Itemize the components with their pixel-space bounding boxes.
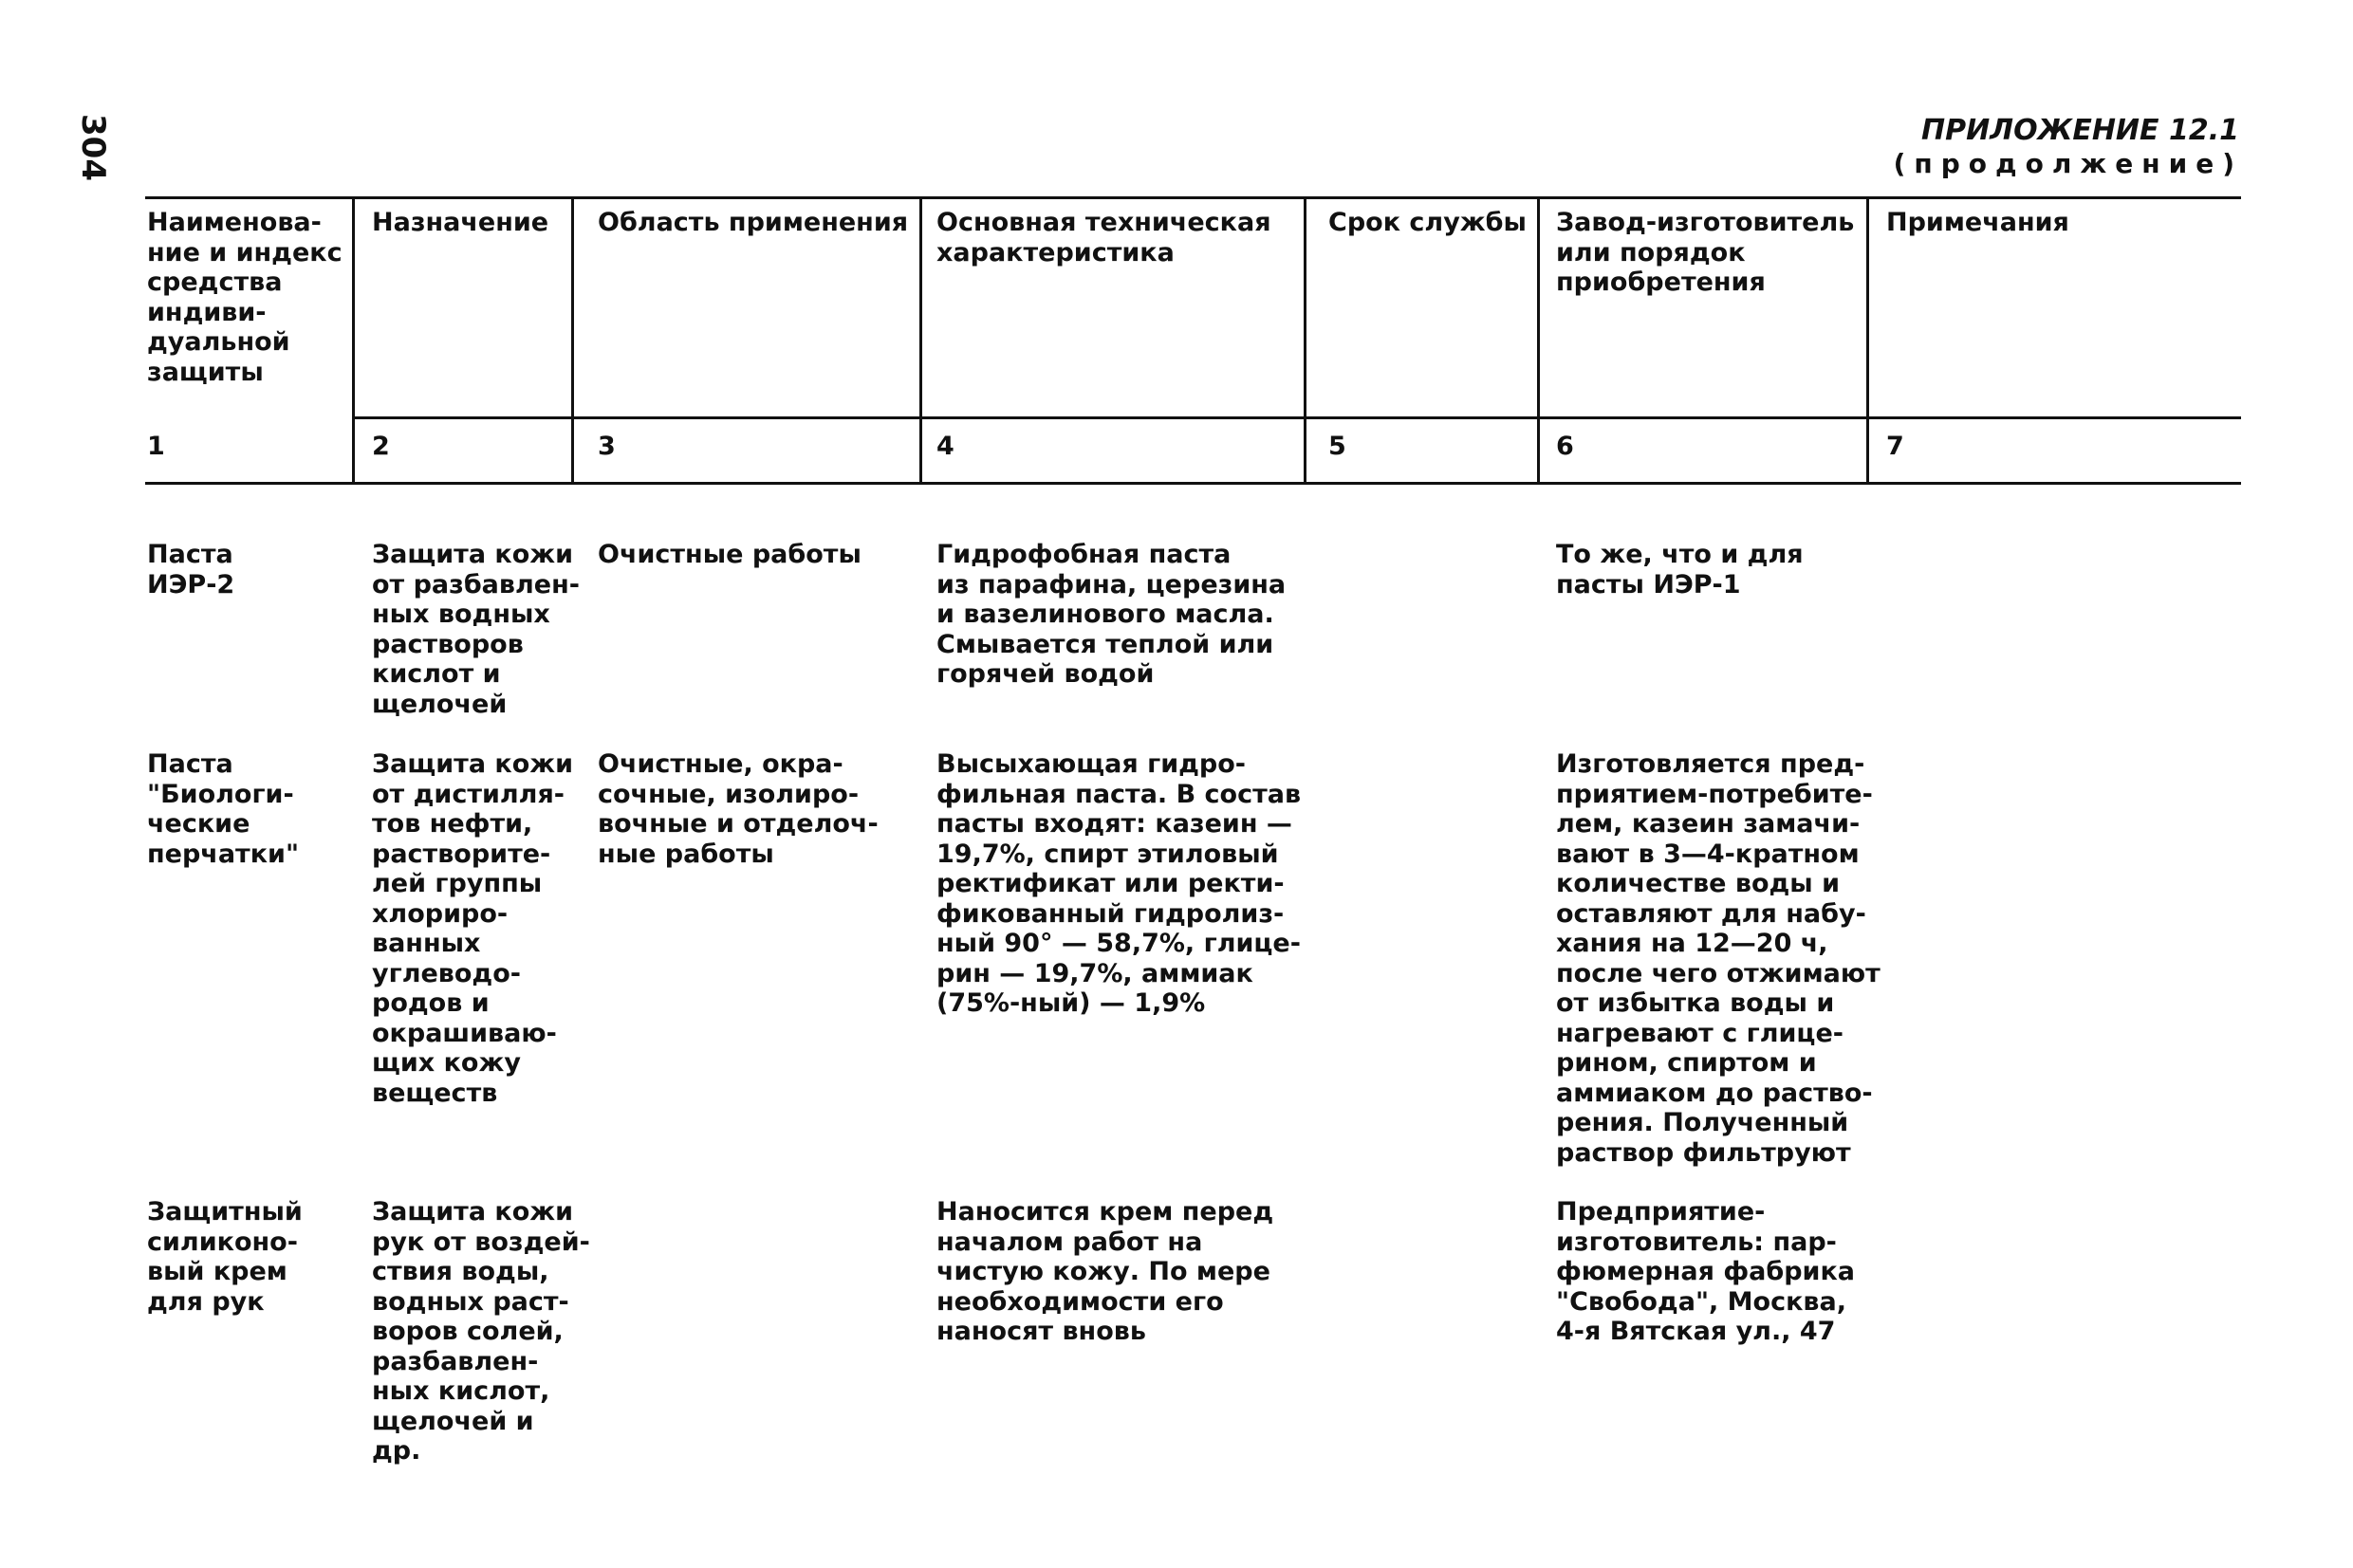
column-number: 6 xyxy=(1556,432,1574,461)
table-cell-name: Паста "Биологи- ческие перчатки" xyxy=(147,749,300,869)
header-bottom-rule xyxy=(353,416,2241,419)
table-cell-name: Защитный силиконо- вый крем для рук xyxy=(147,1197,303,1317)
appendix-title: ПРИЛОЖЕНИЕ 12.1 xyxy=(1920,114,2239,147)
table-cell-name: Паста ИЭР-2 xyxy=(147,540,235,600)
column-divider xyxy=(1866,196,1869,483)
column-number: 1 xyxy=(147,432,165,461)
column-divider xyxy=(919,196,922,483)
page-number: 304 xyxy=(74,114,112,181)
column-divider xyxy=(352,196,355,483)
column-divider xyxy=(1537,196,1540,483)
table-header-cell: Назначение xyxy=(372,208,549,237)
column-number: 2 xyxy=(372,432,390,461)
table-cell-application: Очистные, окра- сочные, изолиро- вочные и отделоч- ные работы xyxy=(598,749,879,869)
table-header-cell: Наименова- ние и индекс средства индиви- дуальной защиты xyxy=(147,208,343,387)
table-header-cell: Завод-изготовитель или порядок приобретения xyxy=(1556,208,1855,297)
column-number: 5 xyxy=(1328,432,1346,461)
table-cell-manufacturer: Изготовляется пред- приятием-потребите- лем, казеин замачи- вают в 3—4-кратном количестве воды и оставляют для набу- хания на 12—20 ч, после чего отжимают от избытка воды и нагревают с глице- рином, спиртом и аммиаком до раство- рения. Полученный раствор фильтруют xyxy=(1556,749,1881,1168)
table-cell-manufacturer: То же, что и для пасты ИЭР-1 xyxy=(1556,540,1804,600)
table-cell-characteristic: Высыхающая гидро- фильная паста. В состав пасты входят: казеин — 19,7%, спирт этиловый ректификат или ректи- фикованный гидролиз- ный 90° — 58,7%, глице- рин — 19,7%, аммиак (75%-ный) — 1,9% xyxy=(936,749,1302,1018)
appendix-subtitle: (продолжение) xyxy=(1893,148,2243,179)
column-divider xyxy=(571,196,574,483)
table-cell-purpose: Защита кожи от разбавлен- ных водных растворов кислот и щелочей xyxy=(372,540,580,719)
table-cell-purpose: Защита кожи рук от воздей- ствия воды, водных раст- воров солей, разбавлен- ных кислот, щелочей и др. xyxy=(372,1197,590,1466)
table-cell-characteristic: Гидрофобная паста из парафина, церезина и вазелинового масла. Смывается теплой или горячей водой xyxy=(936,540,1287,689)
table-cell-purpose: Защита кожи от дистилля- тов нефти, растворите- лей группы хлориро- ванных углеводо- родов и окрашиваю- щих кожу веществ xyxy=(372,749,574,1108)
table-header-cell: Примечания xyxy=(1886,208,2069,237)
table-header-cell: Основная техническая характеристика xyxy=(936,208,1271,267)
column-number: 3 xyxy=(598,432,616,461)
column-number: 7 xyxy=(1886,432,1904,461)
table-header-cell: Срок службы xyxy=(1328,208,1527,237)
numbers-bottom-rule xyxy=(145,482,2241,485)
column-divider xyxy=(1304,196,1306,483)
table-top-rule xyxy=(145,196,2241,199)
table-header-cell: Область применения xyxy=(598,208,909,237)
column-number: 4 xyxy=(936,432,954,461)
table-cell-characteristic: Наносится крем перед началом работ на чистую кожу. По мере необходимости его наносят вновь xyxy=(936,1197,1274,1346)
table-cell-manufacturer: Предприятие- изготовитель: пар- фюмерная фабрика "Свобода", Москва, 4-я Вятская ул., 47 xyxy=(1556,1197,1856,1346)
table-cell-application: Очистные работы xyxy=(598,540,862,569)
